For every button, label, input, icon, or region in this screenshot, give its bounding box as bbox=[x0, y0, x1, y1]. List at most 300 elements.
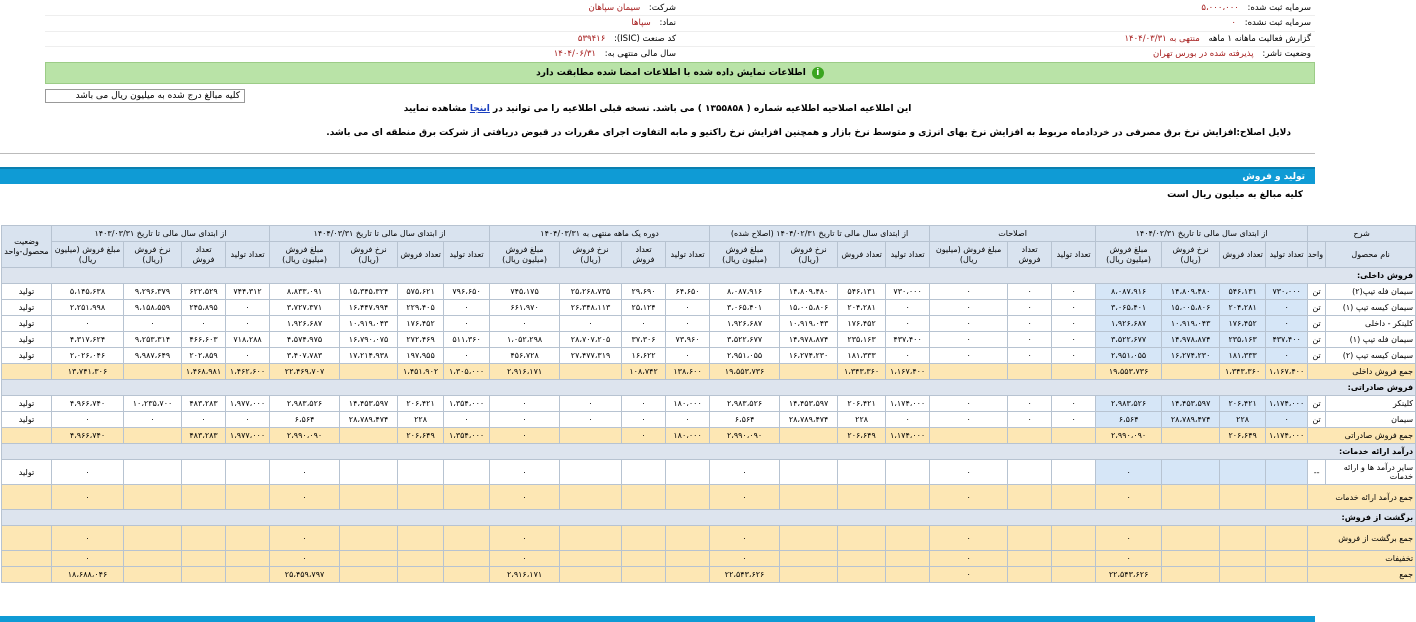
publisher-status-value: پذیرفته شده در بورس تهران bbox=[1153, 49, 1254, 60]
header-desc: شرح bbox=[1308, 226, 1416, 242]
row-cell: ۰ bbox=[1052, 284, 1096, 300]
row-cell: ۰ bbox=[182, 316, 226, 332]
subheader-sale-qty: تعداد فروش bbox=[1220, 242, 1266, 268]
row-cell: ۰ bbox=[710, 551, 780, 567]
row-status: تولید bbox=[2, 284, 52, 300]
row-cell bbox=[780, 364, 838, 380]
row-cell: ۲۰۶،۴۲۱ bbox=[398, 396, 444, 412]
row-cell: ۰ bbox=[1008, 316, 1052, 332]
row-cell bbox=[560, 526, 622, 551]
subheader-unit: واحد bbox=[1308, 242, 1326, 268]
subheader-amount: مبلغ فروش (میلیون ریال) bbox=[710, 242, 780, 268]
row-cell: ۴۶۶،۶۰۳ bbox=[182, 332, 226, 348]
row-cell: ۰ bbox=[1052, 316, 1096, 332]
row-cell: ۷۹۶،۶۵۰ bbox=[444, 284, 490, 300]
row-cell: ۲۲،۵۴۳،۶۲۶ bbox=[1096, 567, 1162, 583]
row-name: سیمان کیسه تیپ (۱) bbox=[1326, 300, 1416, 316]
subheader-amount: مبلغ فروش (میلیون ریال) bbox=[1096, 242, 1162, 268]
row-cell: ۹،۲۹۶،۳۷۹ bbox=[124, 284, 182, 300]
row-cell bbox=[560, 551, 622, 567]
isic-cell: کد صنعت (ISIC): ۵۳۹۴۱۶ bbox=[45, 31, 680, 47]
row-cell: ۰ bbox=[930, 332, 1008, 348]
row-cell: ۲۶،۳۴۸،۱۱۳ bbox=[560, 300, 622, 316]
row-cell: ۰ bbox=[1266, 316, 1308, 332]
row-cell bbox=[182, 551, 226, 567]
row-cell: ۱،۴۶۲،۶۰۰ bbox=[226, 364, 270, 380]
row-cell bbox=[124, 364, 182, 380]
subheader-sale-qty: تعداد فروش bbox=[182, 242, 226, 268]
row-cell: ۱،۹۲۶،۶۸۷ bbox=[270, 316, 340, 332]
row-cell: ۰ bbox=[490, 551, 560, 567]
row-cell: ۱۶،۶۲۲ bbox=[622, 348, 666, 364]
row-cell bbox=[398, 460, 444, 485]
unregistered-capital-cell: سرمایه ثبت نشده: ۰ bbox=[680, 16, 1315, 32]
row-cell bbox=[666, 551, 710, 567]
row-cell: ۱،۱۷۴،۰۰۰ bbox=[886, 428, 930, 444]
row-unit: تن bbox=[1308, 332, 1326, 348]
row-cell: ۲،۰۲۶،۰۴۶ bbox=[52, 348, 124, 364]
row-cell: ۰ bbox=[1008, 348, 1052, 364]
row-cell: ۰ bbox=[930, 551, 1008, 567]
row-cell: ۰ bbox=[930, 485, 1008, 510]
fiscal-end-value: ۱۴۰۴/۰۶/۳۱ bbox=[553, 49, 596, 60]
header-g2: اصلاحات bbox=[930, 226, 1096, 242]
row-cell: ۱۶،۷۹۰،۰۷۵ bbox=[340, 332, 398, 348]
row-cell bbox=[886, 567, 930, 583]
row-unit: تن bbox=[1308, 284, 1326, 300]
row-cell bbox=[1220, 551, 1266, 567]
subheader-sale-qty: تعداد فروش bbox=[398, 242, 444, 268]
row-cell: ۱۰۸،۷۴۲ bbox=[622, 364, 666, 380]
table-row bbox=[2, 348, 1416, 364]
row-cell bbox=[666, 567, 710, 583]
row-name: کلینکر - داخلی bbox=[1326, 316, 1416, 332]
row-cell bbox=[560, 485, 622, 510]
row-cell bbox=[182, 567, 226, 583]
row-status bbox=[2, 567, 52, 583]
row-cell: ۰ bbox=[622, 428, 666, 444]
row-cell: ۲۲،۴۶۹،۷۰۷ bbox=[270, 364, 340, 380]
row-cell: ۴۳۷،۴۰۰ bbox=[1266, 332, 1308, 348]
row-cell: ۲۵،۴۵۹،۷۹۷ bbox=[270, 567, 340, 583]
row-cell: ۱۴،۸۰۹،۴۸۰ bbox=[1162, 284, 1220, 300]
row-cell bbox=[886, 551, 930, 567]
header-g1: از ابتدای سال مالی تا تاریخ ۱۴۰۴/۰۲/۳۱ bbox=[1096, 226, 1308, 242]
row-unit: تن bbox=[1308, 300, 1326, 316]
row-name: جمع bbox=[1308, 567, 1416, 583]
row-status: تولید bbox=[2, 412, 52, 428]
row-cell: ۳،۴۰۷،۷۸۳ bbox=[270, 348, 340, 364]
category-returns-label: برگشت از فروش: bbox=[2, 510, 1416, 526]
subheader-rate: نرخ فروش (ریال) bbox=[124, 242, 182, 268]
company-value: سیمان سپاهان bbox=[588, 2, 641, 13]
row-cell bbox=[622, 460, 666, 485]
row-cell: ۱،۱۷۴،۰۰۰ bbox=[1266, 396, 1308, 412]
table-row bbox=[2, 412, 1416, 428]
subheader-sale-qty: تعداد فروش bbox=[1008, 242, 1052, 268]
row-cell: ۱۶،۲۷۴،۲۳۰ bbox=[1162, 348, 1220, 364]
row-cell bbox=[1162, 551, 1220, 567]
table-row bbox=[2, 460, 1416, 485]
row-cell bbox=[560, 428, 622, 444]
row-name: جمع درآمد ارائه خدمات bbox=[1308, 485, 1416, 510]
summary-row bbox=[2, 428, 1416, 444]
row-cell: ۹،۹۸۷،۶۴۹ bbox=[124, 348, 182, 364]
row-cell: ۰ bbox=[52, 316, 124, 332]
row-cell: ۰ bbox=[1096, 460, 1162, 485]
row-cell: ۱۸۰،۰۰۰ bbox=[666, 428, 710, 444]
row-cell: ۱۸۱،۳۳۳ bbox=[1220, 348, 1266, 364]
row-status bbox=[2, 364, 52, 380]
row-cell: ۰ bbox=[1052, 412, 1096, 428]
subheader-prod-qty: تعداد تولید bbox=[226, 242, 270, 268]
row-unit: تن bbox=[1308, 396, 1326, 412]
summary-row bbox=[2, 364, 1416, 380]
row-name: سیمان فله تیپ(۲) bbox=[1326, 284, 1416, 300]
row-cell: ۲۲۹،۴۰۵ bbox=[398, 300, 444, 316]
row-cell bbox=[666, 526, 710, 551]
row-cell: ۱،۳۴۳،۳۶۰ bbox=[1220, 364, 1266, 380]
row-status bbox=[2, 428, 52, 444]
header-g5: از ابتدای سال مالی تا تاریخ ۱۴۰۴/۰۳/۳۱ bbox=[270, 226, 490, 242]
row-unit: -- bbox=[1308, 460, 1326, 485]
row-cell bbox=[886, 526, 930, 551]
info-panel bbox=[45, 0, 1315, 62]
row-cell: ۰ bbox=[1052, 300, 1096, 316]
row-cell: ۲۷،۴۷۷،۳۱۹ bbox=[560, 348, 622, 364]
row-cell bbox=[226, 460, 270, 485]
row-cell: ۱۴،۸۰۹،۴۸۰ bbox=[780, 284, 838, 300]
row-cell bbox=[780, 567, 838, 583]
row-cell: ۸،۰۸۷،۹۱۶ bbox=[710, 284, 780, 300]
subheader-amount: مبلغ فروش (میلیون ریال) bbox=[490, 242, 560, 268]
row-cell bbox=[444, 526, 490, 551]
row-cell: ۰ bbox=[490, 460, 560, 485]
row-cell bbox=[622, 567, 666, 583]
row-cell: ۰ bbox=[560, 412, 622, 428]
row-cell bbox=[1266, 567, 1308, 583]
row-cell: ۱،۴۵۱،۹۰۲ bbox=[398, 364, 444, 380]
previous-version-link[interactable]: اینجا bbox=[469, 104, 490, 114]
row-cell: ۰ bbox=[930, 316, 1008, 332]
row-cell: ۲۵،۲۶۸،۷۳۵ bbox=[560, 284, 622, 300]
row-cell: ۲۳۵،۱۶۳ bbox=[838, 332, 886, 348]
row-cell bbox=[1266, 526, 1308, 551]
row-cell bbox=[666, 485, 710, 510]
row-cell: ۲۸،۷۸۹،۴۷۴ bbox=[340, 412, 398, 428]
row-cell: ۰ bbox=[666, 412, 710, 428]
row-unit: تن bbox=[1308, 412, 1326, 428]
row-cell bbox=[886, 485, 930, 510]
row-cell: ۰ bbox=[560, 396, 622, 412]
row-cell: ۰ bbox=[444, 300, 490, 316]
row-status bbox=[2, 551, 52, 567]
row-cell: ۲۲۸ bbox=[398, 412, 444, 428]
subheader-prod-qty: تعداد تولید bbox=[886, 242, 930, 268]
row-cell bbox=[226, 567, 270, 583]
row-cell bbox=[1220, 485, 1266, 510]
row-cell: ۲،۹۱۶،۱۷۱ bbox=[490, 364, 560, 380]
row-status: تولید bbox=[2, 316, 52, 332]
category-services-label: درآمد ارائه خدمات: bbox=[2, 444, 1416, 460]
company-cell: شرکت: سیمان سپاهان bbox=[45, 0, 680, 16]
row-cell: ۱۵،۳۴۵،۳۲۴ bbox=[340, 284, 398, 300]
row-cell: ۴،۵۷۴،۹۷۵ bbox=[270, 332, 340, 348]
summary-row bbox=[2, 526, 1416, 551]
row-cell: ۰ bbox=[930, 348, 1008, 364]
registered-capital-value: ۵،۰۰۰،۰۰۰ bbox=[1201, 2, 1239, 13]
row-cell: ۱،۳۵۴،۰۰۰ bbox=[444, 396, 490, 412]
row-cell: ۰ bbox=[490, 316, 560, 332]
row-cell bbox=[930, 428, 1008, 444]
row-cell: ۴،۹۶۶،۷۴۰ bbox=[52, 428, 124, 444]
row-cell: ۱۹،۵۵۳،۷۳۶ bbox=[1096, 364, 1162, 380]
row-cell: ۰ bbox=[710, 485, 780, 510]
row-cell: ۲،۹۸۳،۵۲۶ bbox=[1096, 396, 1162, 412]
row-cell: ۱،۱۶۷،۴۰۰ bbox=[886, 364, 930, 380]
row-cell: ۰ bbox=[622, 412, 666, 428]
row-cell: ۰ bbox=[930, 300, 1008, 316]
row-cell bbox=[1008, 485, 1052, 510]
row-cell bbox=[930, 364, 1008, 380]
row-cell bbox=[780, 428, 838, 444]
table-row bbox=[2, 316, 1416, 332]
category-domestic bbox=[2, 268, 1416, 284]
row-cell bbox=[1162, 485, 1220, 510]
subheader-sale-qty: تعداد فروش bbox=[622, 242, 666, 268]
row-cell: ۰ bbox=[1096, 485, 1162, 510]
header-g3: از ابتدای سال مالی تا تاریخ ۱۴۰۴/۰۲/۳۱ (اصلاح شده) bbox=[710, 226, 930, 242]
row-cell: ۰ bbox=[1096, 551, 1162, 567]
row-cell: ۰ bbox=[1008, 284, 1052, 300]
row-cell: ۵،۱۴۵،۶۳۸ bbox=[52, 284, 124, 300]
subheader-rate: نرخ فروش (ریال) bbox=[340, 242, 398, 268]
row-cell bbox=[780, 526, 838, 551]
row-cell bbox=[226, 526, 270, 551]
row-cell: ۲۳۵،۱۶۳ bbox=[1220, 332, 1266, 348]
row-status: تولید bbox=[2, 348, 52, 364]
row-cell bbox=[1266, 551, 1308, 567]
section-title: تولید و فروش bbox=[0, 167, 1315, 184]
registered-capital-cell: سرمایه ثبت شده: ۵،۰۰۰،۰۰۰ bbox=[680, 0, 1315, 16]
row-cell: ۰ bbox=[52, 551, 124, 567]
row-status bbox=[2, 526, 52, 551]
row-cell: ۰ bbox=[226, 348, 270, 364]
verification-text: اطلاعات نمایش داده شده با اطلاعات امضا شده مطابقت دارد bbox=[536, 68, 806, 78]
row-cell bbox=[444, 567, 490, 583]
row-cell: ۰ bbox=[886, 316, 930, 332]
row-cell bbox=[340, 364, 398, 380]
row-cell: ۲،۹۹۰،۰۹۰ bbox=[1096, 428, 1162, 444]
row-cell bbox=[622, 526, 666, 551]
row-cell: ۰ bbox=[1008, 332, 1052, 348]
row-cell bbox=[340, 567, 398, 583]
row-cell: ۲،۹۹۰،۰۹۰ bbox=[710, 428, 780, 444]
row-cell bbox=[1162, 428, 1220, 444]
row-cell: ۲۵،۱۲۴ bbox=[622, 300, 666, 316]
row-cell: ۸،۰۸۷،۹۱۶ bbox=[1096, 284, 1162, 300]
row-cell: ۰ bbox=[930, 526, 1008, 551]
row-cell: ۲،۹۸۳،۵۲۶ bbox=[270, 396, 340, 412]
row-name: سیمان کیسه تیپ (۲) bbox=[1326, 348, 1416, 364]
reason-note: دلایل اصلاح:افزایش نرخ برق مصرفی در خردادماه مربوط به افزایش نرخ بهای انرژی و متوسط نرخ بازار و همچنین افزایش نرخ راکتیو و مابه التفاوت اجرای مقررات در قبوض دریافتی از شرکت برق منطقه ای می باشد. bbox=[326, 128, 1291, 138]
row-cell: ۰ bbox=[226, 316, 270, 332]
row-cell: ۰ bbox=[490, 412, 560, 428]
row-cell bbox=[1162, 364, 1220, 380]
row-name: سیمان فله تیپ (۱) bbox=[1326, 332, 1416, 348]
row-cell: ۷۴۴،۳۱۲ bbox=[226, 284, 270, 300]
row-cell: ۰ bbox=[886, 300, 930, 316]
row-cell: ۰ bbox=[1008, 412, 1052, 428]
row-cell: ۱۴،۹۷۸،۸۷۴ bbox=[780, 332, 838, 348]
row-cell: ۲۰۶،۴۲۱ bbox=[838, 396, 886, 412]
row-cell: ۰ bbox=[226, 412, 270, 428]
row-cell bbox=[1052, 551, 1096, 567]
row-cell bbox=[340, 485, 398, 510]
row-cell bbox=[226, 551, 270, 567]
row-cell bbox=[1052, 567, 1096, 583]
category-export bbox=[2, 380, 1416, 396]
row-cell: ۱۶،۲۷۴،۲۳۰ bbox=[780, 348, 838, 364]
category-returns bbox=[2, 510, 1416, 526]
isic-value: ۵۳۹۴۱۶ bbox=[577, 33, 606, 44]
row-cell bbox=[560, 364, 622, 380]
row-cell: ۰ bbox=[52, 485, 124, 510]
row-cell bbox=[622, 485, 666, 510]
row-cell: ۰ bbox=[52, 412, 124, 428]
table-row bbox=[2, 300, 1416, 316]
row-cell: ۰ bbox=[1096, 526, 1162, 551]
row-cell bbox=[838, 460, 886, 485]
row-cell: ۶،۵۶۴ bbox=[1096, 412, 1162, 428]
row-status: تولید bbox=[2, 396, 52, 412]
header-g4: دوره یک ماهه منتهی به ۱۴۰۴/۰۳/۳۱ bbox=[490, 226, 710, 242]
row-cell: ۱۵،۰۰۵،۸۰۶ bbox=[780, 300, 838, 316]
row-cell: ۰ bbox=[124, 316, 182, 332]
row-cell bbox=[398, 526, 444, 551]
row-cell bbox=[1220, 567, 1266, 583]
row-name: کلینکر bbox=[1326, 396, 1416, 412]
row-cell bbox=[780, 551, 838, 567]
row-cell: ۱،۹۷۷،۰۰۰ bbox=[226, 396, 270, 412]
row-cell: ۰ bbox=[710, 526, 780, 551]
row-cell bbox=[560, 567, 622, 583]
row-cell: ۳،۰۶۵،۴۰۱ bbox=[710, 300, 780, 316]
verification-banner bbox=[45, 62, 1315, 84]
subheader-prod-qty: تعداد تولید bbox=[1266, 242, 1308, 268]
row-cell: ۶،۵۶۴ bbox=[270, 412, 340, 428]
row-cell bbox=[838, 526, 886, 551]
row-cell bbox=[340, 526, 398, 551]
row-cell: ۰ bbox=[930, 412, 1008, 428]
row-cell bbox=[124, 526, 182, 551]
row-status: تولید bbox=[2, 332, 52, 348]
row-cell bbox=[780, 460, 838, 485]
row-cell: ۹،۱۵۸،۵۵۹ bbox=[124, 300, 182, 316]
row-cell: ۰ bbox=[270, 485, 340, 510]
row-cell: ۴۸۳،۲۸۳ bbox=[182, 428, 226, 444]
row-cell: ۱۳،۷۴۱،۳۰۶ bbox=[52, 364, 124, 380]
row-cell: ۶۴،۶۵۰ bbox=[666, 284, 710, 300]
row-cell: ۱۰،۹۱۹،۰۴۳ bbox=[1162, 316, 1220, 332]
row-cell: ۳،۷۲۷،۳۷۱ bbox=[270, 300, 340, 316]
row-cell bbox=[1008, 567, 1052, 583]
row-cell: ۶۲۲،۵۲۹ bbox=[182, 284, 226, 300]
row-cell: ۱۷۶،۴۵۲ bbox=[398, 316, 444, 332]
row-cell bbox=[340, 551, 398, 567]
row-cell bbox=[1266, 460, 1308, 485]
bottom-bar bbox=[0, 616, 1315, 622]
row-cell: ۰ bbox=[1052, 332, 1096, 348]
row-cell: ۰ bbox=[886, 412, 930, 428]
row-cell: ۱۴،۹۷۸،۸۷۴ bbox=[1162, 332, 1220, 348]
row-cell: ۱،۹۲۶،۶۸۷ bbox=[710, 316, 780, 332]
row-cell: ۴۵۶،۷۲۸ bbox=[490, 348, 560, 364]
row-cell bbox=[560, 460, 622, 485]
info-icon: i bbox=[812, 67, 824, 79]
row-cell bbox=[1220, 526, 1266, 551]
row-cell bbox=[1162, 526, 1220, 551]
row-cell: ۲۷۲،۴۶۹ bbox=[398, 332, 444, 348]
subheader-prod-qty: تعداد تولید bbox=[666, 242, 710, 268]
publisher-status-cell: وضعیت ناشر: پذیرفته شده در بورس تهران bbox=[680, 47, 1315, 63]
row-cell: ۲۸،۷۸۹،۴۷۴ bbox=[780, 412, 838, 428]
row-cell: ۱۸۱،۳۳۳ bbox=[838, 348, 886, 364]
row-cell bbox=[1052, 460, 1096, 485]
category-export-label: فروش صادراتی: bbox=[2, 380, 1416, 396]
row-cell bbox=[1266, 485, 1308, 510]
row-cell: ۱،۳۵۴،۰۰۰ bbox=[444, 428, 490, 444]
row-cell: ۰ bbox=[1008, 396, 1052, 412]
summary-row bbox=[2, 567, 1416, 583]
row-cell: ۱۰،۲۳۵،۷۰۰ bbox=[124, 396, 182, 412]
subheader-amount: مبلغ فروش (میلیون ریال) bbox=[270, 242, 340, 268]
row-cell: ۵۴۶،۱۳۱ bbox=[838, 284, 886, 300]
row-cell: ۲،۲۵۱،۹۹۸ bbox=[52, 300, 124, 316]
table-row bbox=[2, 284, 1416, 300]
row-cell: ۸،۸۳۳،۰۹۱ bbox=[270, 284, 340, 300]
subheader-prod-qty: تعداد تولید bbox=[1052, 242, 1096, 268]
row-cell: ۱،۹۲۶،۶۸۷ bbox=[1096, 316, 1162, 332]
row-cell: ۰ bbox=[1052, 348, 1096, 364]
row-cell bbox=[124, 485, 182, 510]
row-cell: ۳۷،۳۰۶ bbox=[622, 332, 666, 348]
row-cell: ۱۸،۶۸۸،۰۴۶ bbox=[52, 567, 124, 583]
row-cell bbox=[1008, 526, 1052, 551]
row-cell: ۷۳۰،۰۰۰ bbox=[1266, 284, 1308, 300]
row-cell: ۲،۹۹۰،۰۹۰ bbox=[270, 428, 340, 444]
row-cell: ۲،۹۱۶،۱۷۱ bbox=[490, 567, 560, 583]
row-cell: ۰ bbox=[1266, 300, 1308, 316]
row-cell: ۰ bbox=[182, 412, 226, 428]
production-sales-table bbox=[1, 225, 1414, 583]
row-cell: ۱،۹۷۷،۰۰۰ bbox=[226, 428, 270, 444]
row-cell: ۲،۹۸۳،۵۲۶ bbox=[710, 396, 780, 412]
subheader-amount: مبلغ فروش (میلیون ریال) bbox=[52, 242, 124, 268]
row-cell: ۵۷۵،۶۲۱ bbox=[398, 284, 444, 300]
row-cell: ۱،۱۶۷،۴۰۰ bbox=[1266, 364, 1308, 380]
row-cell bbox=[124, 551, 182, 567]
row-cell: ۶۶۱،۹۷۰ bbox=[490, 300, 560, 316]
row-cell bbox=[622, 551, 666, 567]
row-cell: ۳،۵۲۲،۶۷۷ bbox=[710, 332, 780, 348]
row-cell bbox=[340, 428, 398, 444]
row-cell: ۰ bbox=[270, 460, 340, 485]
row-cell: ۰ bbox=[490, 396, 560, 412]
row-cell: ۲۴۵،۸۹۵ bbox=[182, 300, 226, 316]
report-cell: گزارش فعالیت ماهانه ۱ ماهه منتهی به ۱۴۰۴/۰۳/۳۱ bbox=[680, 31, 1315, 47]
row-status: تولید bbox=[2, 460, 52, 485]
